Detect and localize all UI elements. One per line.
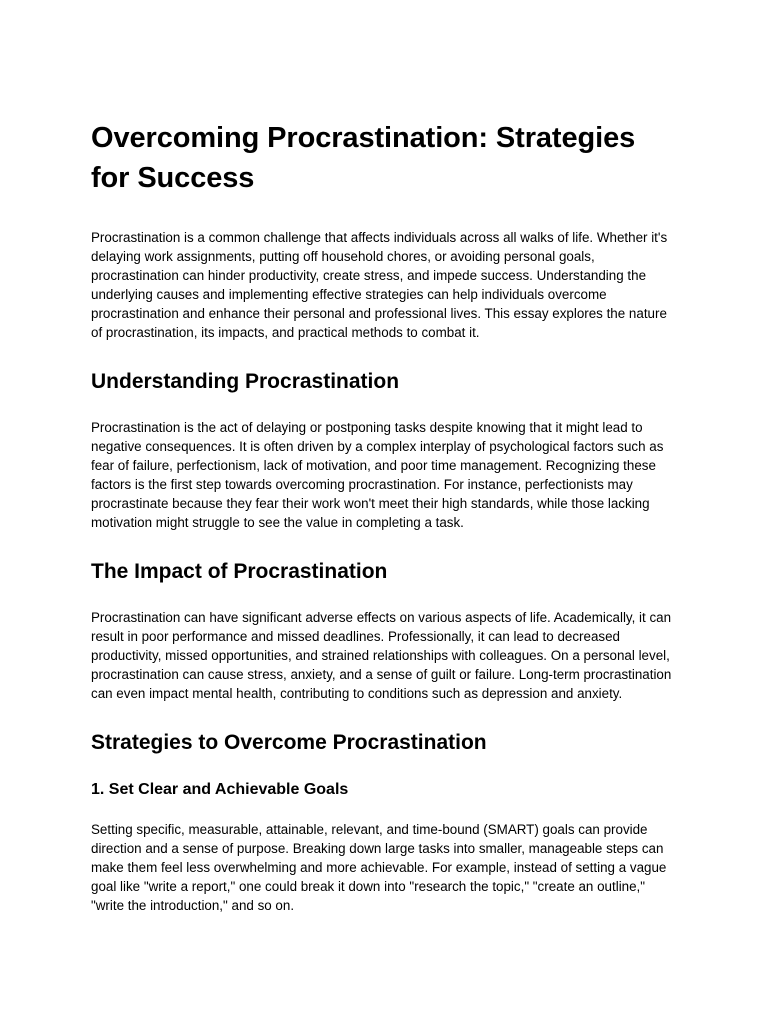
subsection-body-goals: Setting specific, measurable, attainable, relevant, and time-bound (SMART) goals can provide direction and a sense of purpose. Breaking down large tasks into smaller, manageable steps can make them feel less overwhelming and more achievable. For example, instead of setting a vague goal like "write a report," one could break it down into "research the topic," "create an outline," "write the introduction," and so on. — [91, 822, 667, 913]
section-heading-understanding: Understanding Procrastination — [91, 370, 400, 393]
section-body-understanding: Procrastination is the act of delaying or postponing tasks despite knowing that it might lead to negative consequences. It is often driven by a complex interplay of psychological factors such as fear of failure, perfectionism, lack of motivation, and poor time management. Recognizing these factors is the first step towards overcoming procrastination. For instance, perfectionists may procrastinate because they fear their work won't meet their high standards, while those lacking motivation might struggle to see the value in completing a task. — [91, 420, 664, 530]
subsection-heading-goals: 1. Set Clear and Achievable Goals — [91, 781, 349, 798]
document-content — [91, 118, 681, 941]
intro-paragraph: Procrastination is a common challenge that affects individuals across all walks of life. Whether it's delaying work assignments, putting off household chores, or avoiding personal goals, procrastination can hinder productivity, create stress, and impede success. Understanding the underlying causes and implementing effective strategies can help individuals overcome procrastination and enhance their personal and professional lives. This essay explores the nature of procrastination, its impacts, and practical methods to combat it. — [91, 230, 668, 340]
document-title: Overcoming Procrastination: Strategies for Success — [91, 122, 636, 194]
section-body-impact: Procrastination can have significant adverse effects on various aspects of life. Academically, it can result in poor performance and missed deadlines. Professionally, it can lead to decreased productivity, missed opportunities, and strained relationships with colleagues. On a personal level, procrastination can cause stress, anxiety, and a sense of guilt or failure. Long-term procrastination can even impact mental health, contributing to conditions such as depression and anxiety. — [91, 610, 672, 701]
section-heading-strategies: Strategies to Overcome Procrastination — [91, 731, 487, 754]
section-heading-impact: The Impact of Procrastination — [91, 560, 388, 583]
